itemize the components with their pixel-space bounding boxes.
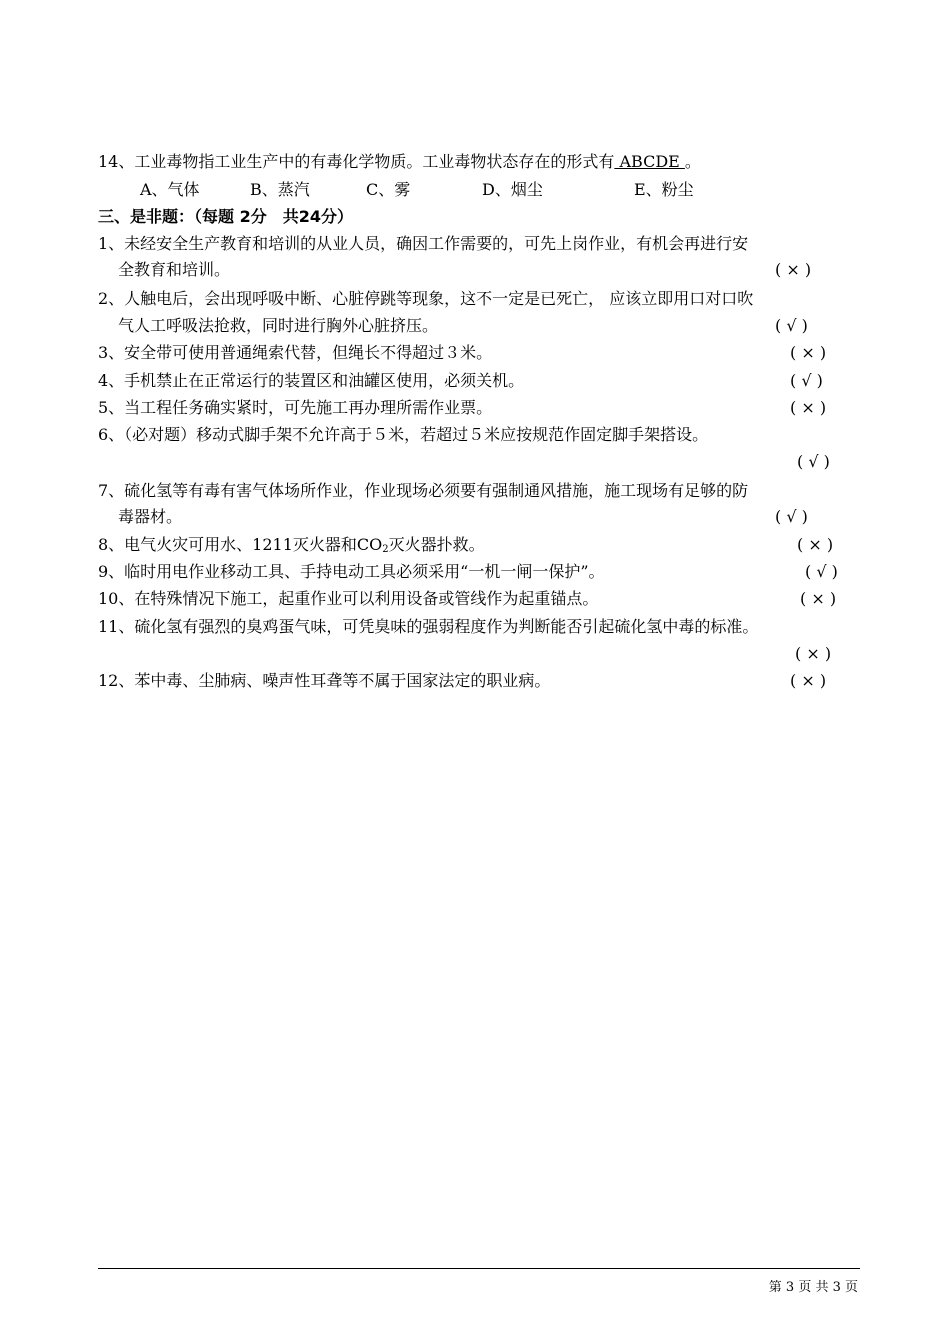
tf-item-1-line-1: 1、未经安全生产教育和培训的从业人员，确因工作需要的，可先上岗作业，有机会再进行安 [98,234,749,253]
section-heading: 三、是非题：（每题 2分 共24分） [98,207,353,226]
tf-item-5-answer: ( × ) [790,398,827,417]
tf-item-1-line-2: 全教育和培训。 [118,260,231,279]
question-14-text: 14、工业毒物指工业生产中的有毒化学物质。工业毒物状态存在的形式有 [98,152,615,171]
tf-item-9-line-1: 9、临时用电作业移动工具、手持电动工具必须采用“一机一闸一保护”。 [98,562,605,581]
tf-item-8-answer: ( × ) [797,535,834,554]
tf-item-2-answer: ( √ ) [775,316,808,335]
tf-item-6-line-1: 6、（必对题）移动式脚手架不允许高于５米，若超过５米应按规范作固定脚手架搭设。 [98,425,709,444]
tf-item-2-line-1: 2、人触电后，会出现呼吸中断、心脏停跳等现象，这不一定是已死亡， 应该立即用口对口吹 [98,289,754,308]
question-14-options [118,180,838,200]
tf-item-7-answer: ( √ ) [775,507,808,526]
tf-item-10-line-1: 10、在特殊情况下施工，起重作业可以利用设备或管线作为起重锚点。 [98,589,599,608]
page-number: 第 3 页 共 3 页 [768,1280,858,1295]
tf-item-11-line-1: 11、硫化氢有强烈的臭鸡蛋气味，可凭臭味的强弱程度作为判断能否引起硫化氢中毒的标准。 [98,617,759,636]
tf-item-8-text-end: 灭火器扑救。 [388,535,485,554]
option-c: C、雾 [366,180,411,199]
tf-item-12-line-1: 12、苯中毒、尘肺病、噪声性耳聋等不属于国家法定的职业病。 [98,671,551,690]
tf-item-1-answer: ( × ) [775,260,812,279]
tf-item-12-answer: ( × ) [790,671,827,690]
tf-item-7-line-1: 7、硫化氢等有毒有害气体场所作业，作业现场必须要有强制通风措施，施工现场有足够的防 [98,481,749,500]
question-14 [98,152,701,172]
tf-item-3-line-1: 3、安全带可使用普通绳索代替，但绳长不得超过３米。 [98,343,493,362]
option-e: E、粉尘 [634,180,694,199]
tf-item-8-text: 8、电气火灾可用水、1211灭火器和CO [98,535,383,554]
tf-item-7-line-2: 毒器材。 [118,507,183,526]
tf-item-10-answer: ( × ) [800,589,837,608]
tf-item-4-answer: ( √ ) [790,371,823,390]
tf-item-2-line-2: 气人工呼吸法抢救，同时进行胸外心脏挤压。 [118,316,439,335]
tf-item-11-answer: ( × ) [795,644,832,663]
footer-rule [98,1268,860,1269]
tf-item-4-line-1: 4、手机禁止在正常运行的装置区和油罐区使用，必须关机。 [98,371,525,390]
option-a: A、气体 [140,180,200,199]
tf-item-5-line-1: 5、当工程任务确实紧时，可先施工再办理所需作业票。 [98,398,493,417]
option-d: D、烟尘 [482,180,543,199]
question-14-answer: ABCDE [614,152,685,171]
tf-item-6-answer: ( √ ) [797,452,830,471]
tf-item-8-line-1 [98,535,485,560]
tf-item-9-answer: ( √ ) [805,562,838,581]
question-14-text-end: 。 [684,152,701,171]
tf-item-8-subscript: 2 [382,544,389,555]
option-b: B、蒸汽 [250,180,310,199]
tf-item-3-answer: ( × ) [790,343,827,362]
